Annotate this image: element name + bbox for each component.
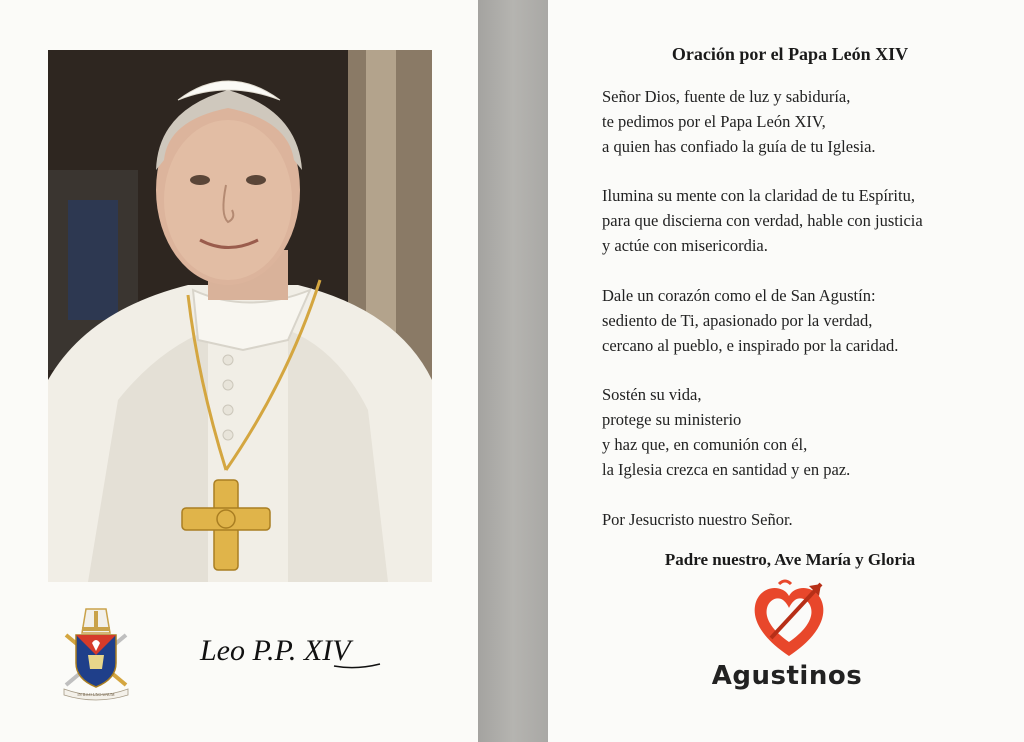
prayer-line: la Iglesia crezca en santidad y en paz. bbox=[602, 460, 851, 479]
svg-text:Leo P.P. XIV: Leo P.P. XIV bbox=[200, 634, 351, 667]
prayer-line: para que discierna con verdad, hable con justicia bbox=[602, 211, 923, 230]
papal-coat-of-arms-icon bbox=[58, 605, 134, 701]
pope-portrait-icon bbox=[48, 50, 432, 582]
holy-card-back bbox=[548, 0, 1024, 742]
heart-arrow-icon bbox=[749, 578, 829, 662]
prayer-stanza-4 bbox=[602, 382, 1002, 482]
prayer-line: te pedimos por el Papa León XIV, bbox=[602, 112, 826, 131]
svg-text:IN ILLO UNO UNUM: IN ILLO UNO UNUM bbox=[77, 692, 115, 697]
prayer-line: Señor Dios, fuente de luz y sabiduría, bbox=[602, 87, 851, 106]
holy-card-front bbox=[0, 0, 478, 742]
prayer-line: a quien has confiado la guía de tu Iglesia. bbox=[602, 137, 876, 156]
prayer-line: y haz que, en comunión con él, bbox=[602, 435, 808, 454]
prayer-closing: Por Jesucristo nuestro Señor. bbox=[602, 510, 793, 529]
prayer-line: Dale un corazón como el de San Agustín: bbox=[602, 286, 876, 305]
prayer-stanza-2 bbox=[602, 183, 1002, 258]
card-fold-divider bbox=[478, 0, 548, 742]
prayer-line: protege su ministerio bbox=[602, 410, 742, 429]
coat-of-arms bbox=[58, 605, 134, 701]
pope-portrait-photo bbox=[48, 50, 432, 582]
prayer-stanza-1 bbox=[602, 84, 1002, 159]
prayer-stanza-3 bbox=[602, 283, 1002, 358]
papal-signature bbox=[196, 626, 396, 674]
prayer-title: Oración por el Papa León XIV bbox=[671, 44, 909, 64]
final-prayers: Padre nuestro, Ave María y Gloria bbox=[664, 550, 916, 569]
prayer-line: Sostén su vida, bbox=[602, 385, 702, 404]
prayer-line: cercano al pueblo, e inspirado por la caridad. bbox=[602, 336, 899, 355]
prayer-line: sediento de Ti, apasionado por la verdad, bbox=[602, 311, 873, 330]
agustinos-logo-text: Agustinos bbox=[711, 661, 863, 691]
prayer-line: Ilumina su mente con la claridad de tu Espíritu, bbox=[602, 186, 915, 205]
prayer-line: y actúe con misericordia. bbox=[602, 236, 768, 255]
